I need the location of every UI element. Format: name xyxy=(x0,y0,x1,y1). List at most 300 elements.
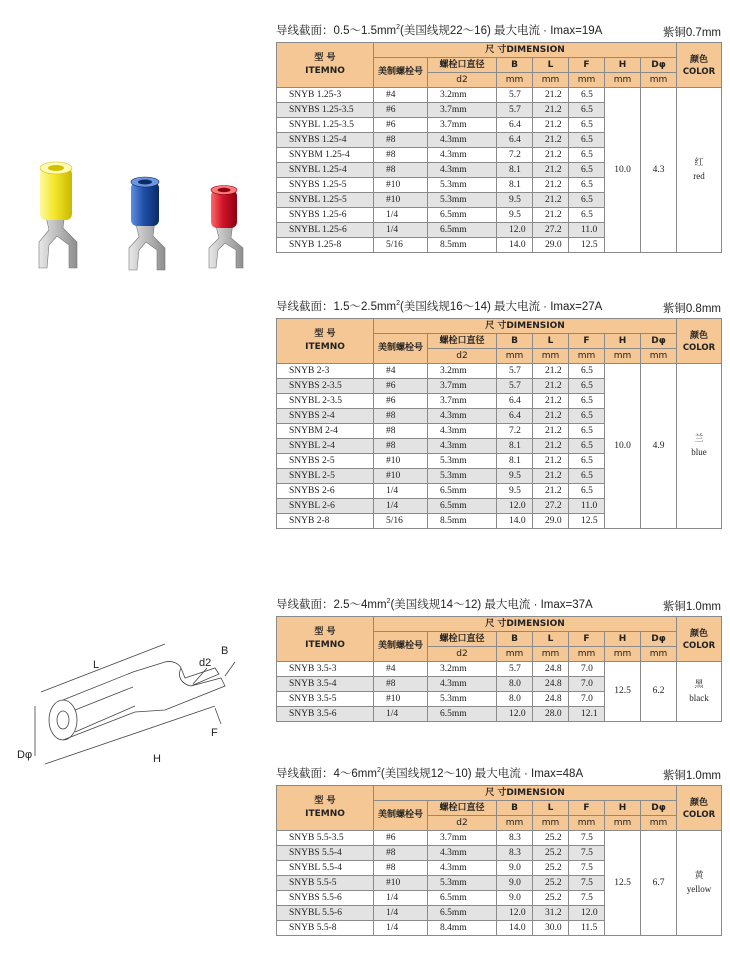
header-h: H xyxy=(605,632,641,647)
header-color xyxy=(677,43,722,88)
cell-value: 7.0 xyxy=(569,677,605,692)
cell-value: 12.0 xyxy=(497,223,533,238)
cell-value: #10 xyxy=(374,469,428,484)
header-unit: mm xyxy=(569,647,605,662)
cell-value: 7.5 xyxy=(569,876,605,891)
copper-thickness: 紫铜1.0mm xyxy=(662,601,721,613)
cell-value: 3.7mm xyxy=(428,394,497,409)
label-D: Dφ xyxy=(17,749,33,761)
title-part-b: (美国线规14～12) 最大电流 · Imax=37A xyxy=(390,599,593,611)
cell-value: 3.7mm xyxy=(428,118,497,133)
cell-value: 6.5 xyxy=(569,424,605,439)
cell-value: 12.0 xyxy=(569,906,605,921)
color-cn: 兰 xyxy=(694,434,704,444)
cell-value: 8.4mm xyxy=(428,921,497,936)
color-cn: 黄 xyxy=(694,871,704,881)
cell-value: #6 xyxy=(374,394,428,409)
cell-value: 14.0 xyxy=(497,238,533,253)
cell-value: 1/4 xyxy=(374,906,428,921)
header-model xyxy=(277,319,374,364)
header-model-cn: 型 号 xyxy=(314,53,336,63)
header-unit: mm xyxy=(533,73,569,88)
cell-value: 3.7mm xyxy=(428,103,497,118)
cell-value: 6.5 xyxy=(569,133,605,148)
cell-value: 12.0 xyxy=(497,707,533,722)
spec-table xyxy=(276,616,722,722)
item-number: SNYBS 2-3.5 xyxy=(277,379,374,394)
header-dimension: 尺 寸DIMENSION xyxy=(374,786,677,801)
cell-value: 4.3mm xyxy=(428,148,497,163)
cell-value: 7.0 xyxy=(569,692,605,707)
cell-value: 1/4 xyxy=(374,208,428,223)
header-unit: mm xyxy=(497,73,533,88)
header-color-en: COLOR xyxy=(682,640,716,651)
cell-value: 21.2 xyxy=(533,454,569,469)
header-hole-sub: d2 xyxy=(428,349,497,364)
item-number: SNYB 1.25-3 xyxy=(277,88,374,103)
header-model-en: ITEMNO xyxy=(305,809,345,819)
dimension-diagram xyxy=(15,640,255,770)
cell-value: 4.3mm xyxy=(428,133,497,148)
cell-value: 6.4 xyxy=(497,394,533,409)
cell-value: #8 xyxy=(374,424,428,439)
cell-value: 21.2 xyxy=(533,469,569,484)
cell-value: 24.8 xyxy=(533,692,569,707)
cell-value: 21.2 xyxy=(533,439,569,454)
item-number: SNYB 3.5-4 xyxy=(277,677,374,692)
header-l: L xyxy=(533,58,569,73)
section-title xyxy=(276,298,602,314)
cell-value: 8.1 xyxy=(497,439,533,454)
cell-value: 8.1 xyxy=(497,178,533,193)
cell-value: 11.0 xyxy=(569,499,605,514)
cell-value: 21.2 xyxy=(533,178,569,193)
item-number: SNYBL 1.25-5 xyxy=(277,193,374,208)
cell-value: #8 xyxy=(374,133,428,148)
item-number: SNYBL 2-4 xyxy=(277,439,374,454)
item-number: SNYBS 5.5-6 xyxy=(277,891,374,906)
header-model-cn: 型 号 xyxy=(314,627,336,637)
title-superscript: 2 xyxy=(396,24,401,32)
header-hole: 螺栓口直径 xyxy=(428,632,497,647)
cell-value: 3.2mm xyxy=(428,364,497,379)
cell-value: #8 xyxy=(374,846,428,861)
cell-value: 4.3mm xyxy=(428,409,497,424)
cell-value: 5.7 xyxy=(497,364,533,379)
header-color-en: COLOR xyxy=(682,809,716,820)
cell-value: #10 xyxy=(374,876,428,891)
header-l: L xyxy=(533,801,569,816)
cell-value: #6 xyxy=(374,379,428,394)
cell-value: 25.2 xyxy=(533,861,569,876)
cell-value: 21.2 xyxy=(533,148,569,163)
cell-value: 6.5mm xyxy=(428,906,497,921)
cell-value: 21.2 xyxy=(533,484,569,499)
table-row xyxy=(277,831,722,846)
header-d: Dφ xyxy=(641,334,677,349)
cell-value: 4.3mm xyxy=(428,677,497,692)
cell-value: 6.5 xyxy=(569,469,605,484)
cell-value: #6 xyxy=(374,103,428,118)
cell-value: #8 xyxy=(374,409,428,424)
cell-value: 8.0 xyxy=(497,692,533,707)
cell-value: 6.4 xyxy=(497,118,533,133)
cell-value: 6.5 xyxy=(569,484,605,499)
cell-value: 12.5 xyxy=(569,238,605,253)
cell-value: 6.5 xyxy=(569,103,605,118)
cell-value: #10 xyxy=(374,454,428,469)
cell-value: 9.5 xyxy=(497,469,533,484)
cell-value: 7.5 xyxy=(569,831,605,846)
spec-table xyxy=(276,785,722,936)
cell-value: #4 xyxy=(374,662,428,677)
cell-value: 14.0 xyxy=(497,514,533,529)
cell-color xyxy=(677,831,722,936)
header-dimension: 尺 寸DIMENSION xyxy=(374,43,677,58)
cell-value: 25.2 xyxy=(533,891,569,906)
header-model-en: ITEMNO xyxy=(305,66,345,76)
cell-value: 30.0 xyxy=(533,921,569,936)
header-h: H xyxy=(605,334,641,349)
header-unit: mm xyxy=(533,816,569,831)
cell-value: 21.2 xyxy=(533,118,569,133)
header-color-cn: 颜色 xyxy=(689,797,708,808)
cell-value: #4 xyxy=(374,364,428,379)
cell-value: 5.7 xyxy=(497,103,533,118)
copper-thickness: 紫铜0.7mm xyxy=(662,27,721,39)
item-number: SNYBL 2-5 xyxy=(277,469,374,484)
header-dimension: 尺 寸DIMENSION xyxy=(374,617,677,632)
header-hole: 螺栓口直径 xyxy=(428,801,497,816)
header-f: F xyxy=(569,632,605,647)
header-model-en: ITEMNO xyxy=(305,640,345,650)
header-b: B xyxy=(497,58,533,73)
header-unit: mm xyxy=(569,73,605,88)
cell-value: 5.3mm xyxy=(428,193,497,208)
cell-value: 6.5 xyxy=(569,409,605,424)
item-number: SNYBL 2-3.5 xyxy=(277,394,374,409)
header-unit: mm xyxy=(497,349,533,364)
header-b: B xyxy=(497,801,533,816)
section-title xyxy=(276,765,583,781)
table-row xyxy=(277,88,722,103)
cell-value: 29.0 xyxy=(533,238,569,253)
header-model-cn: 型 号 xyxy=(314,796,336,806)
cell-value: 8.1 xyxy=(497,163,533,178)
cell-value: 6.5mm xyxy=(428,208,497,223)
cell-value: 31.2 xyxy=(533,906,569,921)
header-f: F xyxy=(569,334,605,349)
section-title xyxy=(276,596,593,612)
header-d: Dφ xyxy=(641,632,677,647)
header-dimension: 尺 寸DIMENSION xyxy=(374,319,677,334)
header-d: Dφ xyxy=(641,801,677,816)
color-en: black xyxy=(689,692,709,703)
cell-value: 12.0 xyxy=(497,499,533,514)
cell-value: 4.3mm xyxy=(428,861,497,876)
cell-value: 29.0 xyxy=(533,514,569,529)
copper-thickness: 紫铜0.8mm xyxy=(662,303,721,315)
cell-value: #8 xyxy=(374,148,428,163)
cell-value: 3.2mm xyxy=(428,662,497,677)
cell-value: 28.0 xyxy=(533,707,569,722)
cell-value: 1/4 xyxy=(374,484,428,499)
header-stud: 美制螺栓号 xyxy=(374,632,428,662)
item-number: SNYBS 2-6 xyxy=(277,484,374,499)
product-photo xyxy=(5,150,267,280)
item-number: SNYBS 2-5 xyxy=(277,454,374,469)
cell-value: 6.5 xyxy=(569,454,605,469)
header-stud: 美制螺栓号 xyxy=(374,58,428,88)
item-number: SNYBM 1.25-4 xyxy=(277,148,374,163)
cell-value: 7.5 xyxy=(569,891,605,906)
header-b: B xyxy=(497,334,533,349)
label-B: B xyxy=(221,645,229,657)
header-hole-sub: d2 xyxy=(428,647,497,662)
cell-value: 21.2 xyxy=(533,208,569,223)
cell-value: 25.2 xyxy=(533,846,569,861)
cell-value: #10 xyxy=(374,193,428,208)
cell-value: 9.5 xyxy=(497,193,533,208)
item-number: SNYB 5.5-8 xyxy=(277,921,374,936)
header-unit: mm xyxy=(569,349,605,364)
header-unit: mm xyxy=(605,73,641,88)
item-number: SNYBS 1.25-3.5 xyxy=(277,103,374,118)
color-en: blue xyxy=(691,447,707,457)
header-h: H xyxy=(605,58,641,73)
header-hole: 螺栓口直径 xyxy=(428,334,497,349)
cell-value: 11.0 xyxy=(569,223,605,238)
header-stud: 美制螺栓号 xyxy=(374,334,428,364)
header-unit: mm xyxy=(497,816,533,831)
item-number: SNYBS 2-4 xyxy=(277,409,374,424)
cell-value: 6.5mm xyxy=(428,891,497,906)
cell-value: 1/4 xyxy=(374,707,428,722)
cell-value: #8 xyxy=(374,163,428,178)
cell-value: 21.2 xyxy=(533,193,569,208)
cell-color xyxy=(677,364,722,529)
header-unit: mm xyxy=(605,647,641,662)
cell-value: 21.2 xyxy=(533,364,569,379)
cell-value: 27.2 xyxy=(533,223,569,238)
header-hole-sub: d2 xyxy=(428,816,497,831)
cell-value: 27.2 xyxy=(533,499,569,514)
cell-h-value: 10.0 xyxy=(605,364,641,529)
cell-value: 1/4 xyxy=(374,223,428,238)
cell-value: 21.2 xyxy=(533,379,569,394)
item-number: SNYBS 1.25-5 xyxy=(277,178,374,193)
cell-value: 5.7 xyxy=(497,88,533,103)
cell-value: 6.4 xyxy=(497,133,533,148)
cell-value: 12.0 xyxy=(497,906,533,921)
cell-d-value: 4.3 xyxy=(641,88,677,253)
header-unit: mm xyxy=(641,73,677,88)
title-part-b: (美国线规22～16) 最大电流 · Imax=19A xyxy=(400,25,603,37)
title-part-a: 导线截面：1.5～2.5mm xyxy=(276,301,397,313)
header-l: L xyxy=(533,334,569,349)
yellow-terminal xyxy=(39,162,77,268)
header-unit: mm xyxy=(641,816,677,831)
cell-value: 7.2 xyxy=(497,148,533,163)
cell-value: 6.5 xyxy=(569,163,605,178)
cell-h-value: 12.5 xyxy=(605,831,641,936)
item-number: SNYBL 1.25-3.5 xyxy=(277,118,374,133)
cell-value: 4.3mm xyxy=(428,163,497,178)
header-f: F xyxy=(569,801,605,816)
cell-value: #4 xyxy=(374,88,428,103)
cell-value: 12.1 xyxy=(569,707,605,722)
item-number: SNYBM 2-4 xyxy=(277,424,374,439)
cell-h-value: 10.0 xyxy=(605,88,641,253)
cell-value: 5.3mm xyxy=(428,454,497,469)
cell-value: #6 xyxy=(374,831,428,846)
cell-value: 5.7 xyxy=(497,662,533,677)
cell-value: 5.3mm xyxy=(428,692,497,707)
header-b: B xyxy=(497,632,533,647)
cell-value: 1/4 xyxy=(374,499,428,514)
header-l: L xyxy=(533,632,569,647)
cell-value: 9.0 xyxy=(497,861,533,876)
header-model xyxy=(277,786,374,831)
item-number: SNYBL 5.5-4 xyxy=(277,861,374,876)
label-L: L xyxy=(93,659,100,671)
header-color-en: COLOR xyxy=(682,342,716,353)
cell-value: 5.3mm xyxy=(428,469,497,484)
cell-value: 5.3mm xyxy=(428,876,497,891)
header-color-cn: 颜色 xyxy=(689,330,708,341)
cell-value: 4.3mm xyxy=(428,439,497,454)
item-number: SNYB 5.5-5 xyxy=(277,876,374,891)
cell-value: 6.5 xyxy=(569,439,605,454)
header-h: H xyxy=(605,801,641,816)
cell-value: 6.5 xyxy=(569,178,605,193)
header-model xyxy=(277,617,374,662)
header-color-cn: 颜色 xyxy=(689,54,708,65)
header-unit: mm xyxy=(641,349,677,364)
cell-value: 8.1 xyxy=(497,454,533,469)
cell-value: 25.2 xyxy=(533,831,569,846)
header-hole-sub: d2 xyxy=(428,73,497,88)
cell-value: 21.2 xyxy=(533,103,569,118)
cell-value: 6.5 xyxy=(569,394,605,409)
cell-value: 21.2 xyxy=(533,409,569,424)
cell-value: 9.5 xyxy=(497,208,533,223)
header-color xyxy=(677,617,722,662)
item-number: SNYBS 5.5-4 xyxy=(277,846,374,861)
item-number: SNYBL 1.25-6 xyxy=(277,223,374,238)
header-unit: mm xyxy=(533,349,569,364)
title-part-a: 导线截面：2.5～4mm xyxy=(276,599,387,611)
item-number: SNYBS 1.25-6 xyxy=(277,208,374,223)
cell-value: #10 xyxy=(374,692,428,707)
header-unit: mm xyxy=(497,647,533,662)
cell-value: 6.5 xyxy=(569,208,605,223)
cell-value: 11.5 xyxy=(569,921,605,936)
cell-value: 4.3mm xyxy=(428,424,497,439)
cell-value: 5.7 xyxy=(497,379,533,394)
item-number: SNYB 3.5-6 xyxy=(277,707,374,722)
title-part-a: 导线截面：4～6mm xyxy=(276,768,377,780)
item-number: SNYB 3.5-5 xyxy=(277,692,374,707)
cell-value: 24.8 xyxy=(533,662,569,677)
blue-terminal xyxy=(129,177,165,270)
header-unit: mm xyxy=(605,349,641,364)
cell-value: #10 xyxy=(374,178,428,193)
cell-value: 24.8 xyxy=(533,677,569,692)
item-number: SNYB 2-3 xyxy=(277,364,374,379)
cell-value: 8.3 xyxy=(497,846,533,861)
cell-value: 6.5 xyxy=(569,148,605,163)
cell-value: 21.2 xyxy=(533,133,569,148)
header-model-cn: 型 号 xyxy=(314,329,336,339)
title-superscript: 2 xyxy=(386,598,391,606)
cell-value: 21.2 xyxy=(533,394,569,409)
cell-value: 6.5 xyxy=(569,88,605,103)
cell-value: 8.0 xyxy=(497,677,533,692)
header-color xyxy=(677,786,722,831)
cell-value: #6 xyxy=(374,118,428,133)
copper-thickness: 紫铜1.0mm xyxy=(662,770,721,782)
header-unit: mm xyxy=(569,816,605,831)
item-number: SNYBL 5.5-6 xyxy=(277,906,374,921)
cell-value: #8 xyxy=(374,677,428,692)
cell-value: 9.0 xyxy=(497,891,533,906)
header-model xyxy=(277,43,374,88)
label-H: H xyxy=(153,753,161,765)
cell-value: 7.0 xyxy=(569,662,605,677)
cell-value: 5/16 xyxy=(374,514,428,529)
cell-value: 12.5 xyxy=(569,514,605,529)
header-d: Dφ xyxy=(641,58,677,73)
header-stud: 美制螺栓号 xyxy=(374,801,428,831)
header-hole: 螺栓口直径 xyxy=(428,58,497,73)
header-unit: mm xyxy=(533,647,569,662)
cell-value: 5.3mm xyxy=(428,178,497,193)
cell-value: 6.5 xyxy=(569,364,605,379)
cell-value: 6.5mm xyxy=(428,223,497,238)
label-d2: d2 xyxy=(199,657,212,669)
cell-value: 21.2 xyxy=(533,88,569,103)
cell-value: 6.5mm xyxy=(428,707,497,722)
header-model-en: ITEMNO xyxy=(305,342,345,352)
cell-value: 6.5mm xyxy=(428,484,497,499)
item-number: SNYB 2-8 xyxy=(277,514,374,529)
cell-value: 3.2mm xyxy=(428,88,497,103)
cell-value: 6.4 xyxy=(497,409,533,424)
title-part-a: 导线截面：0.5～1.5mm xyxy=(276,25,397,37)
cell-value: 8.5mm xyxy=(428,514,497,529)
cell-color xyxy=(677,662,722,722)
section-title xyxy=(276,22,602,38)
cell-value: 4.3mm xyxy=(428,846,497,861)
label-F: F xyxy=(211,727,218,739)
cell-d-value: 4.9 xyxy=(641,364,677,529)
cell-value: 3.7mm xyxy=(428,831,497,846)
color-en: yellow xyxy=(686,884,712,894)
header-f: F xyxy=(569,58,605,73)
title-superscript: 2 xyxy=(396,300,401,308)
header-color-en: COLOR xyxy=(682,66,716,77)
cell-value: #8 xyxy=(374,439,428,454)
cell-value: 3.7mm xyxy=(428,379,497,394)
cell-value: 6.5 xyxy=(569,379,605,394)
cell-value: 7.2 xyxy=(497,424,533,439)
color-cn: 红 xyxy=(694,158,704,168)
header-color xyxy=(677,319,722,364)
header-unit: mm xyxy=(641,647,677,662)
color-en: red xyxy=(693,171,705,181)
cell-d-value: 6.7 xyxy=(641,831,677,936)
